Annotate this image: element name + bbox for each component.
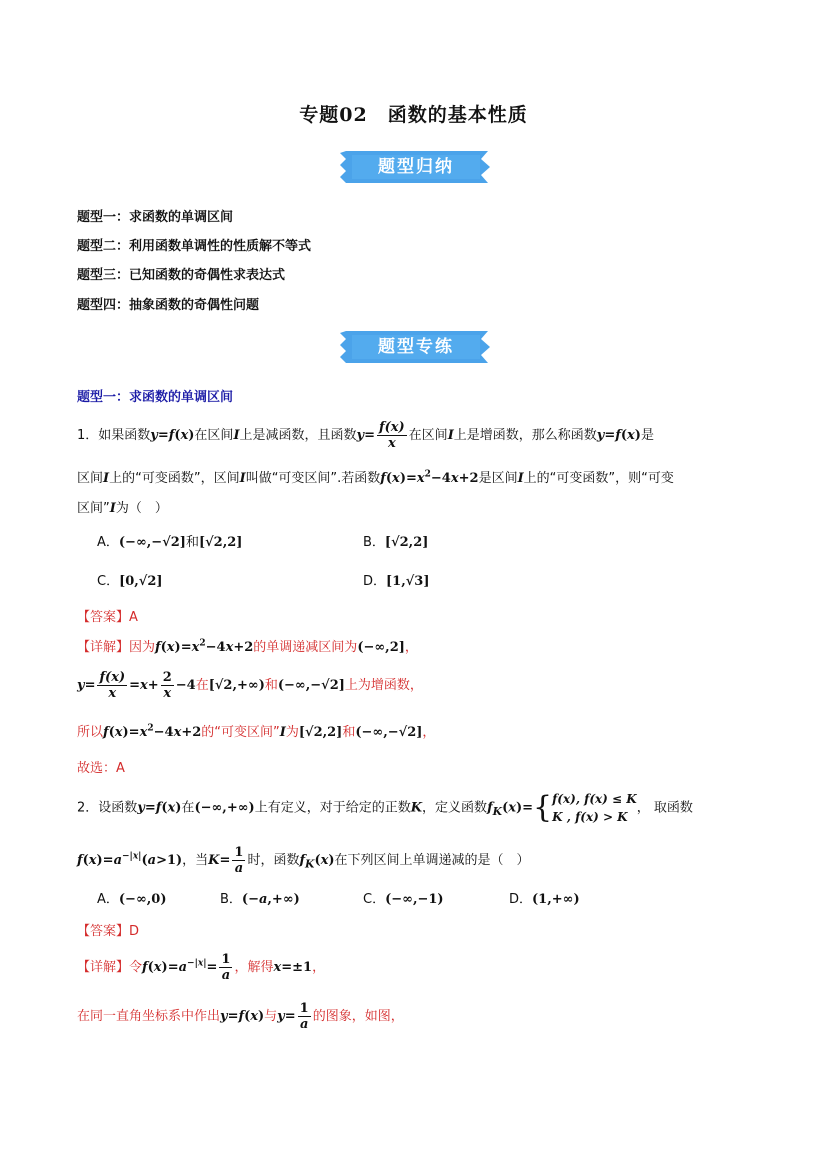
banner-practice-label: 题型专练 [378,337,454,357]
q1-option-a: A．(−∞,−√2]和[√2,2] [97,535,243,550]
toc-item-4: 题型四：抽象函数的奇偶性问题 [77,298,260,313]
q1-detail-3: 所以$f(x)=x^2-4x+2$的“可变区间”I为[√2,2]和(−∞,−√2]， [77,723,436,740]
q2-detail-1: 【详解】令$f(x)=a^{-|x|}=$ $\frac{1}{a}$ ，解得x=±1， [77,952,326,983]
q2-option-a: A．(−∞,0) [97,892,167,907]
q2-option-b: B．(−a,+∞) [220,892,300,907]
page-title: 专题02 函数的基本性质 [299,104,528,126]
q1-option-b: B．[√2,2] [363,535,429,550]
q2-option-c: C．(−∞,−1) [363,892,444,907]
q2-option-d: D．(1,+∞) [509,892,580,907]
q1-detail-1: 【详解】因为$f(x)=x^2-4x+2$的单调递减区间为(−∞,2]， [77,638,418,655]
q1-line-3: 区间”I为（ ） [77,501,168,516]
q2-answer: 【答案】D [77,924,140,939]
banner-summary-label: 题型归纳 [378,157,454,177]
q2-line-1: 2．设函数y=f(x)在(−∞,+∞)上有定义，对于给定的正数K，定义函数$f_K(x)=${ f(x), f(x) ≤ K K , f(x) > K ， 取函数 [77,790,693,825]
q1-choose: 故选：A [77,761,125,776]
q2-detail-2: 在同一直角坐标系中作出y=f(x)与y= $\frac{1}{a}$ 的图象，如图， [77,1001,404,1032]
toc-item-2: 题型二：利用函数单调性的性质解不等式 [77,239,312,254]
q1-line-1: 1．如果函数y=f(x)在区间I上是减函数，且函数y= $\frac{f(x)}{x}$ 在区间I上是增函数，那么称函数y=f(x)是 [77,420,654,451]
q2-line-2: $f(x)=a^{-|x|}(a>1)$，当K= $\frac{1}{a}$ 时，函数$f_K(x)$在下列区间上单调递减的是（ ） [77,845,530,876]
toc-item-1: 题型一：求函数的单调区间 [77,210,234,225]
banner-practice [338,327,494,367]
q1-line-2: 区间I上的“可变函数”，区间I叫做“可变区间”.若函数$f(x)=x^2-4x+2$是区间I上的“可变函数”，则“可变 [77,469,674,486]
q1-option-d: D．[1,√3] [363,574,430,589]
q1-answer: 【答案】A [77,610,138,625]
q1-option-c: C．[0,√2] [97,574,163,589]
banner-summary [338,147,494,187]
q1-detail-2: y= $\frac{f(x)}{x}$ =x+ $\frac{2}{x}$ −4在[√2,+∞)和(−∞,−√2]上为增函数， [77,670,423,701]
section-heading: 题型一：求函数的单调区间 [77,390,234,405]
toc-item-3: 题型三：已知函数的奇偶性求表达式 [77,268,286,283]
